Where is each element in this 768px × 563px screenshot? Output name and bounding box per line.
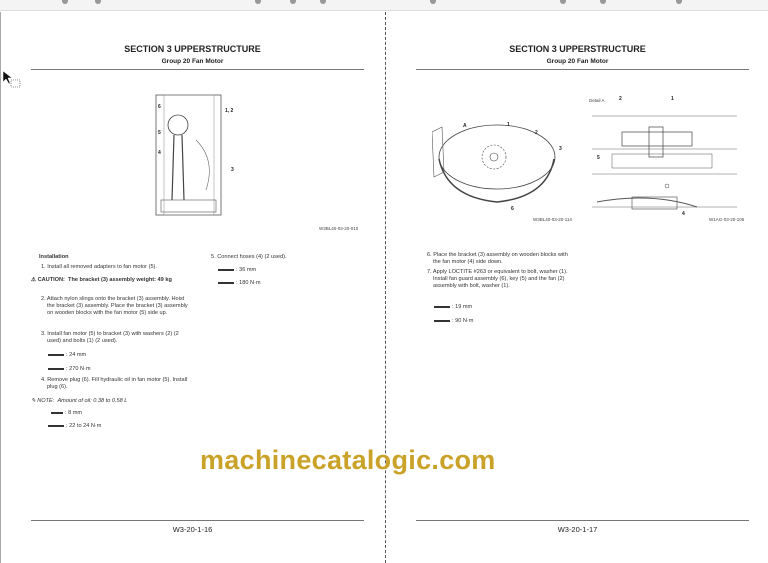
callout-label: 5 <box>597 155 600 161</box>
callout-label: 3 <box>559 146 562 152</box>
spec-wrench <box>218 267 256 274</box>
callout-label: 2 <box>619 96 622 102</box>
spec-value: : 36 mm <box>236 267 257 273</box>
step-5: 5. Connect hoses (4) (2 used). <box>211 254 287 260</box>
callout-label: 1 <box>507 122 510 128</box>
installation-heading: Installation <box>39 254 69 260</box>
detail-title: Detail A <box>589 98 605 103</box>
section-title: SECTION 3 UPPERSTRUCTURE <box>124 44 261 54</box>
left-page <box>0 12 384 563</box>
caution <box>31 277 196 284</box>
toolbar-button[interactable] <box>95 0 101 4</box>
callout-label: 6 <box>158 104 161 110</box>
spec-value: : 19 mm <box>452 304 473 310</box>
spec-wrench <box>48 352 86 359</box>
spec-value: : 180 N·m <box>236 280 261 286</box>
figure-caption: W3BL40-03-20-114 <box>533 217 572 222</box>
toolbar-button[interactable] <box>600 0 606 4</box>
callout-label: 4 <box>158 150 161 156</box>
torque-wrench-icon <box>48 425 64 427</box>
viewer-toolbar <box>0 0 768 11</box>
toolbar-button[interactable] <box>290 0 296 4</box>
torque-wrench-icon <box>434 320 450 322</box>
note-pencil-icon: ✎ <box>31 398 36 404</box>
header-rule <box>31 69 364 70</box>
spec-value: : 22 to 24 N·m <box>66 423 102 429</box>
callout-label: 1 <box>671 96 674 102</box>
header-rule <box>416 69 749 70</box>
section-title: SECTION 3 UPPERSTRUCTURE <box>509 44 646 54</box>
spec-value: : 270 N·m <box>66 366 91 372</box>
figure-caption: W1AG-03-20-105 <box>709 217 745 222</box>
torque-wrench-icon <box>218 282 234 284</box>
spec-torque <box>48 366 91 373</box>
figure-caption: W3BL40-03-20-010 <box>319 226 359 231</box>
step-6: 6. Place the bracket (3) assembly on wooden blocks with the fan motor (4) side down. <box>427 252 568 265</box>
watermark: machinecatalogic.com <box>200 445 496 475</box>
step-2: 2. Attach nylon slings onto the bracket (3) assembly. Hoist the bracket (3) assembly. Place the bracket (3) assembly on wooden blocks with the fan motor (5) side up. <box>41 296 188 316</box>
toolbar-button[interactable] <box>676 0 682 4</box>
note-text: Amount of oil: 0.38 to 0.58 L <box>57 398 128 404</box>
toolbar-button[interactable] <box>560 0 566 4</box>
step-3: 3. Install fan motor (5) to bracket (3) with washers (2) (2 used) and bolts (1) (2 used). <box>41 331 179 344</box>
right-page <box>387 12 768 563</box>
callout-label: 5 <box>158 130 161 136</box>
step-4: 4. Remove plug (6). Fill hydraulic oil in fan motor (5). Install plug (6). <box>41 377 188 390</box>
warning-icon: ⚠ <box>31 277 37 283</box>
detail-a-figure <box>592 112 745 227</box>
footer-rule <box>416 520 749 521</box>
toolbar-button[interactable] <box>255 0 261 4</box>
mouse-cursor-icon <box>2 70 22 90</box>
callout-label: 3 <box>231 167 234 173</box>
callout-label: 2 <box>535 130 538 136</box>
toolbar-button[interactable] <box>320 0 326 4</box>
callout-label: A <box>463 123 467 129</box>
footer-rule <box>31 520 364 521</box>
caution-text: The bracket (3) assembly weight: 49 kg <box>68 277 172 283</box>
callout-label: 1, 2 <box>225 108 234 114</box>
spec-torque <box>434 318 473 325</box>
group-title: Group 20 Fan Motor <box>161 58 224 65</box>
torque-wrench-icon <box>48 368 64 370</box>
wrench-icon <box>218 269 234 271</box>
fan-guard-figure <box>432 117 567 217</box>
spec-value: : 8 mm <box>65 410 83 416</box>
wrench-icon <box>434 306 450 308</box>
caution-label: CAUTION: <box>37 277 65 283</box>
toolbar-button[interactable] <box>62 0 68 4</box>
spec-torque <box>48 423 101 430</box>
step-7: 7. Apply LOCTITE #263 or equivalent to bolt, washer (1). Install fan guard assembly (6), key (5) and the fan (2) assembly with bolt, washer (1). <box>427 269 568 289</box>
page-number: W3-20-1-17 <box>557 525 598 534</box>
spec-torque <box>218 280 261 287</box>
spec-hex <box>51 410 82 417</box>
spec-value: : 24 mm <box>66 352 87 358</box>
hex-key-icon <box>51 412 63 414</box>
group-title: Group 20 Fan Motor <box>546 58 609 65</box>
note-label: NOTE: <box>37 398 55 404</box>
wrench-icon <box>48 354 64 356</box>
page-number: W3-20-1-16 <box>172 525 213 534</box>
spec-wrench <box>434 304 472 311</box>
spec-value: : 90 N·m <box>452 318 474 324</box>
note <box>31 398 127 405</box>
toolbar-button[interactable] <box>430 0 436 4</box>
callout-label: 6 <box>511 206 514 212</box>
page-divider <box>385 12 386 563</box>
callout-label: 4 <box>682 211 685 217</box>
step-1: 1. Install all removed adapters to fan motor (5). <box>41 264 157 270</box>
